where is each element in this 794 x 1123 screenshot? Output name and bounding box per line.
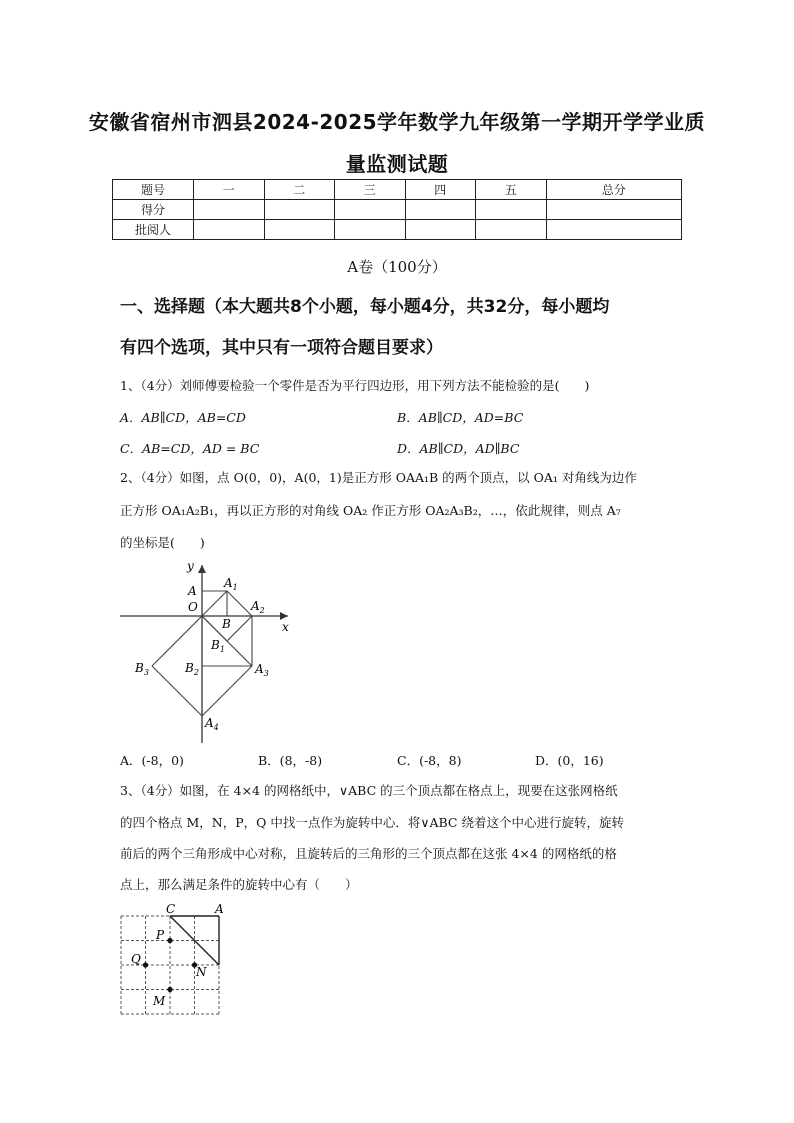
reviewer-cell[interactable] — [476, 220, 547, 240]
label-m: M — [153, 994, 166, 1008]
page-title-line-2: 量监测试题 — [345, 152, 449, 176]
score-col-header: 题号 — [113, 180, 194, 200]
score-col-header: 二 — [264, 180, 335, 200]
segment-a1a2 — [227, 591, 252, 616]
score-row-label: 得分 — [113, 200, 194, 220]
q2-figure — [110, 555, 310, 750]
label-a2-letter: A — [251, 599, 260, 613]
label-b: B — [222, 617, 231, 631]
score-row — [113, 200, 682, 220]
label-o: O — [188, 600, 198, 614]
label-a1-sub: 1 — [232, 583, 238, 592]
point-m — [167, 987, 172, 992]
label-n: N — [196, 965, 207, 979]
label-b2 — [184, 661, 199, 677]
score-cell[interactable] — [335, 200, 406, 220]
label-b1 — [210, 638, 225, 654]
point-p — [167, 938, 172, 943]
y-axis-arrow-icon — [198, 565, 206, 573]
q1-text: 刘师傅要检验一个零件是否为平行四边形，用下列方法不能检验的是( ) — [179, 378, 590, 393]
section-one-heading-line-1: 一、选择题（本大题共8个小题，每小题4分，共32分，每小题均 — [120, 297, 610, 317]
label-b2-sub: 2 — [193, 668, 199, 677]
label-b3-sub: 3 — [143, 668, 149, 677]
label-b3 — [134, 661, 149, 677]
label-a1 — [223, 576, 238, 592]
q1-stem — [120, 370, 680, 401]
score-cell[interactable] — [264, 200, 335, 220]
reviewer-row — [113, 220, 682, 240]
score-col-header: 五 — [476, 180, 547, 200]
segment-b3o — [152, 616, 202, 666]
q3-figure — [115, 900, 235, 1020]
q2-option-b[interactable]: B．(8，-8) — [258, 753, 323, 768]
score-cell[interactable] — [476, 200, 547, 220]
q2-line-1 — [120, 462, 680, 493]
label-b3-letter: B — [135, 661, 144, 675]
label-a: A — [188, 584, 197, 598]
q3-line-3: 前后的两个三角形成中心对称，且旋转后的三角形的三个顶点都在这张 4×4 的网格纸的格 — [120, 846, 617, 861]
label-q: Q — [131, 952, 141, 966]
reviewer-row-label: 批阅人 — [113, 220, 194, 240]
reviewer-cell[interactable] — [335, 220, 406, 240]
label-a3-sub: 3 — [263, 669, 269, 678]
q2-option-c[interactable]: C．(-8，8) — [397, 753, 462, 768]
point-q — [143, 962, 148, 967]
reviewer-cell[interactable] — [405, 220, 476, 240]
label-p: P — [156, 928, 165, 942]
score-col-header: 三 — [335, 180, 406, 200]
reviewer-cell[interactable] — [264, 220, 335, 240]
q1-option-c[interactable]: C．AB=CD，AD = BC — [120, 441, 260, 456]
label-b1-letter: B — [211, 638, 220, 652]
label-a4-sub: 4 — [213, 723, 219, 732]
label-a1-letter: A — [224, 576, 233, 590]
label-c: C — [166, 902, 176, 916]
q1-option-b[interactable]: B．AB∥CD，AD=BC — [397, 410, 524, 425]
score-cell[interactable] — [194, 200, 265, 220]
q2-text-1: 如图，点 O(0，0)，A(0，1)是正方形 OAA₁B 的两个顶点，以 OA₁ 对角线为边作 — [179, 470, 637, 485]
reviewer-cell[interactable] — [194, 220, 265, 240]
score-table — [112, 179, 682, 240]
label-y: y — [187, 559, 194, 573]
q3-text-1: 如图，在 4×4 的网格纸中，∨ABC 的三个顶点都在格点上，现要在这张网格纸 — [179, 783, 618, 798]
label-x: x — [282, 620, 289, 634]
label-a4-letter: A — [205, 716, 214, 730]
score-cell[interactable] — [405, 200, 476, 220]
segment-a3a4 — [202, 666, 252, 716]
section-one-heading-line-2: 有四个选项，其中只有一项符合题目要求） — [120, 338, 443, 358]
q2-option-d[interactable]: D．(0，16) — [535, 753, 604, 768]
label-a3 — [254, 662, 269, 678]
label-a2-sub: 2 — [259, 606, 265, 615]
x-axis-arrow-icon — [280, 612, 288, 620]
q1-option-a[interactable]: A．AB∥CD，AB=CD — [120, 410, 246, 425]
label-a3-letter: A — [255, 662, 264, 676]
label-b1-sub: 1 — [219, 645, 225, 654]
score-table-header-row — [113, 180, 682, 200]
score-cell[interactable] — [546, 200, 682, 220]
score-col-header: 总分 — [546, 180, 682, 200]
section-a-heading: A卷（100分） — [347, 258, 447, 276]
q3-line-2: 的四个格点 M，N，P，Q 中找一点作为旋转中心．将∨ABC 绕着这个中心进行旋转，旋转 — [120, 815, 624, 830]
q2-line-2: 正方形 OA₁A₂B₁，再以正方形的对角线 OA₂ 作正方形 OA₂A₃B₂，…，依此规律，则点 A₇ — [120, 503, 621, 518]
page-title-line-1: 安徽省宿州市泗县2024-2025学年数学九年级第一学期开学学业质 — [88, 110, 706, 134]
q2-line-3: 的坐标是( ) — [120, 535, 205, 550]
score-col-header: 一 — [194, 180, 265, 200]
diagonal-oa1 — [202, 591, 227, 616]
q1-number: 1、（4分） — [120, 378, 180, 393]
q3-line-4: 点上，那么满足条件的旋转中心有（ ） — [120, 877, 358, 892]
label-b2-letter: B — [185, 661, 194, 675]
label-a2 — [250, 599, 265, 615]
reviewer-cell[interactable] — [546, 220, 682, 240]
label-a4 — [204, 716, 219, 732]
q1-option-d[interactable]: D．AB∥CD，AD∥BC — [397, 441, 520, 456]
q3-line-1 — [120, 775, 680, 806]
score-col-header: 四 — [405, 180, 476, 200]
q2-number: 2、（4分） — [120, 470, 180, 485]
q3-number: 3、（4分） — [120, 783, 180, 798]
label-a: A — [215, 902, 224, 916]
q2-option-a[interactable]: A．(-8，0) — [120, 753, 184, 768]
